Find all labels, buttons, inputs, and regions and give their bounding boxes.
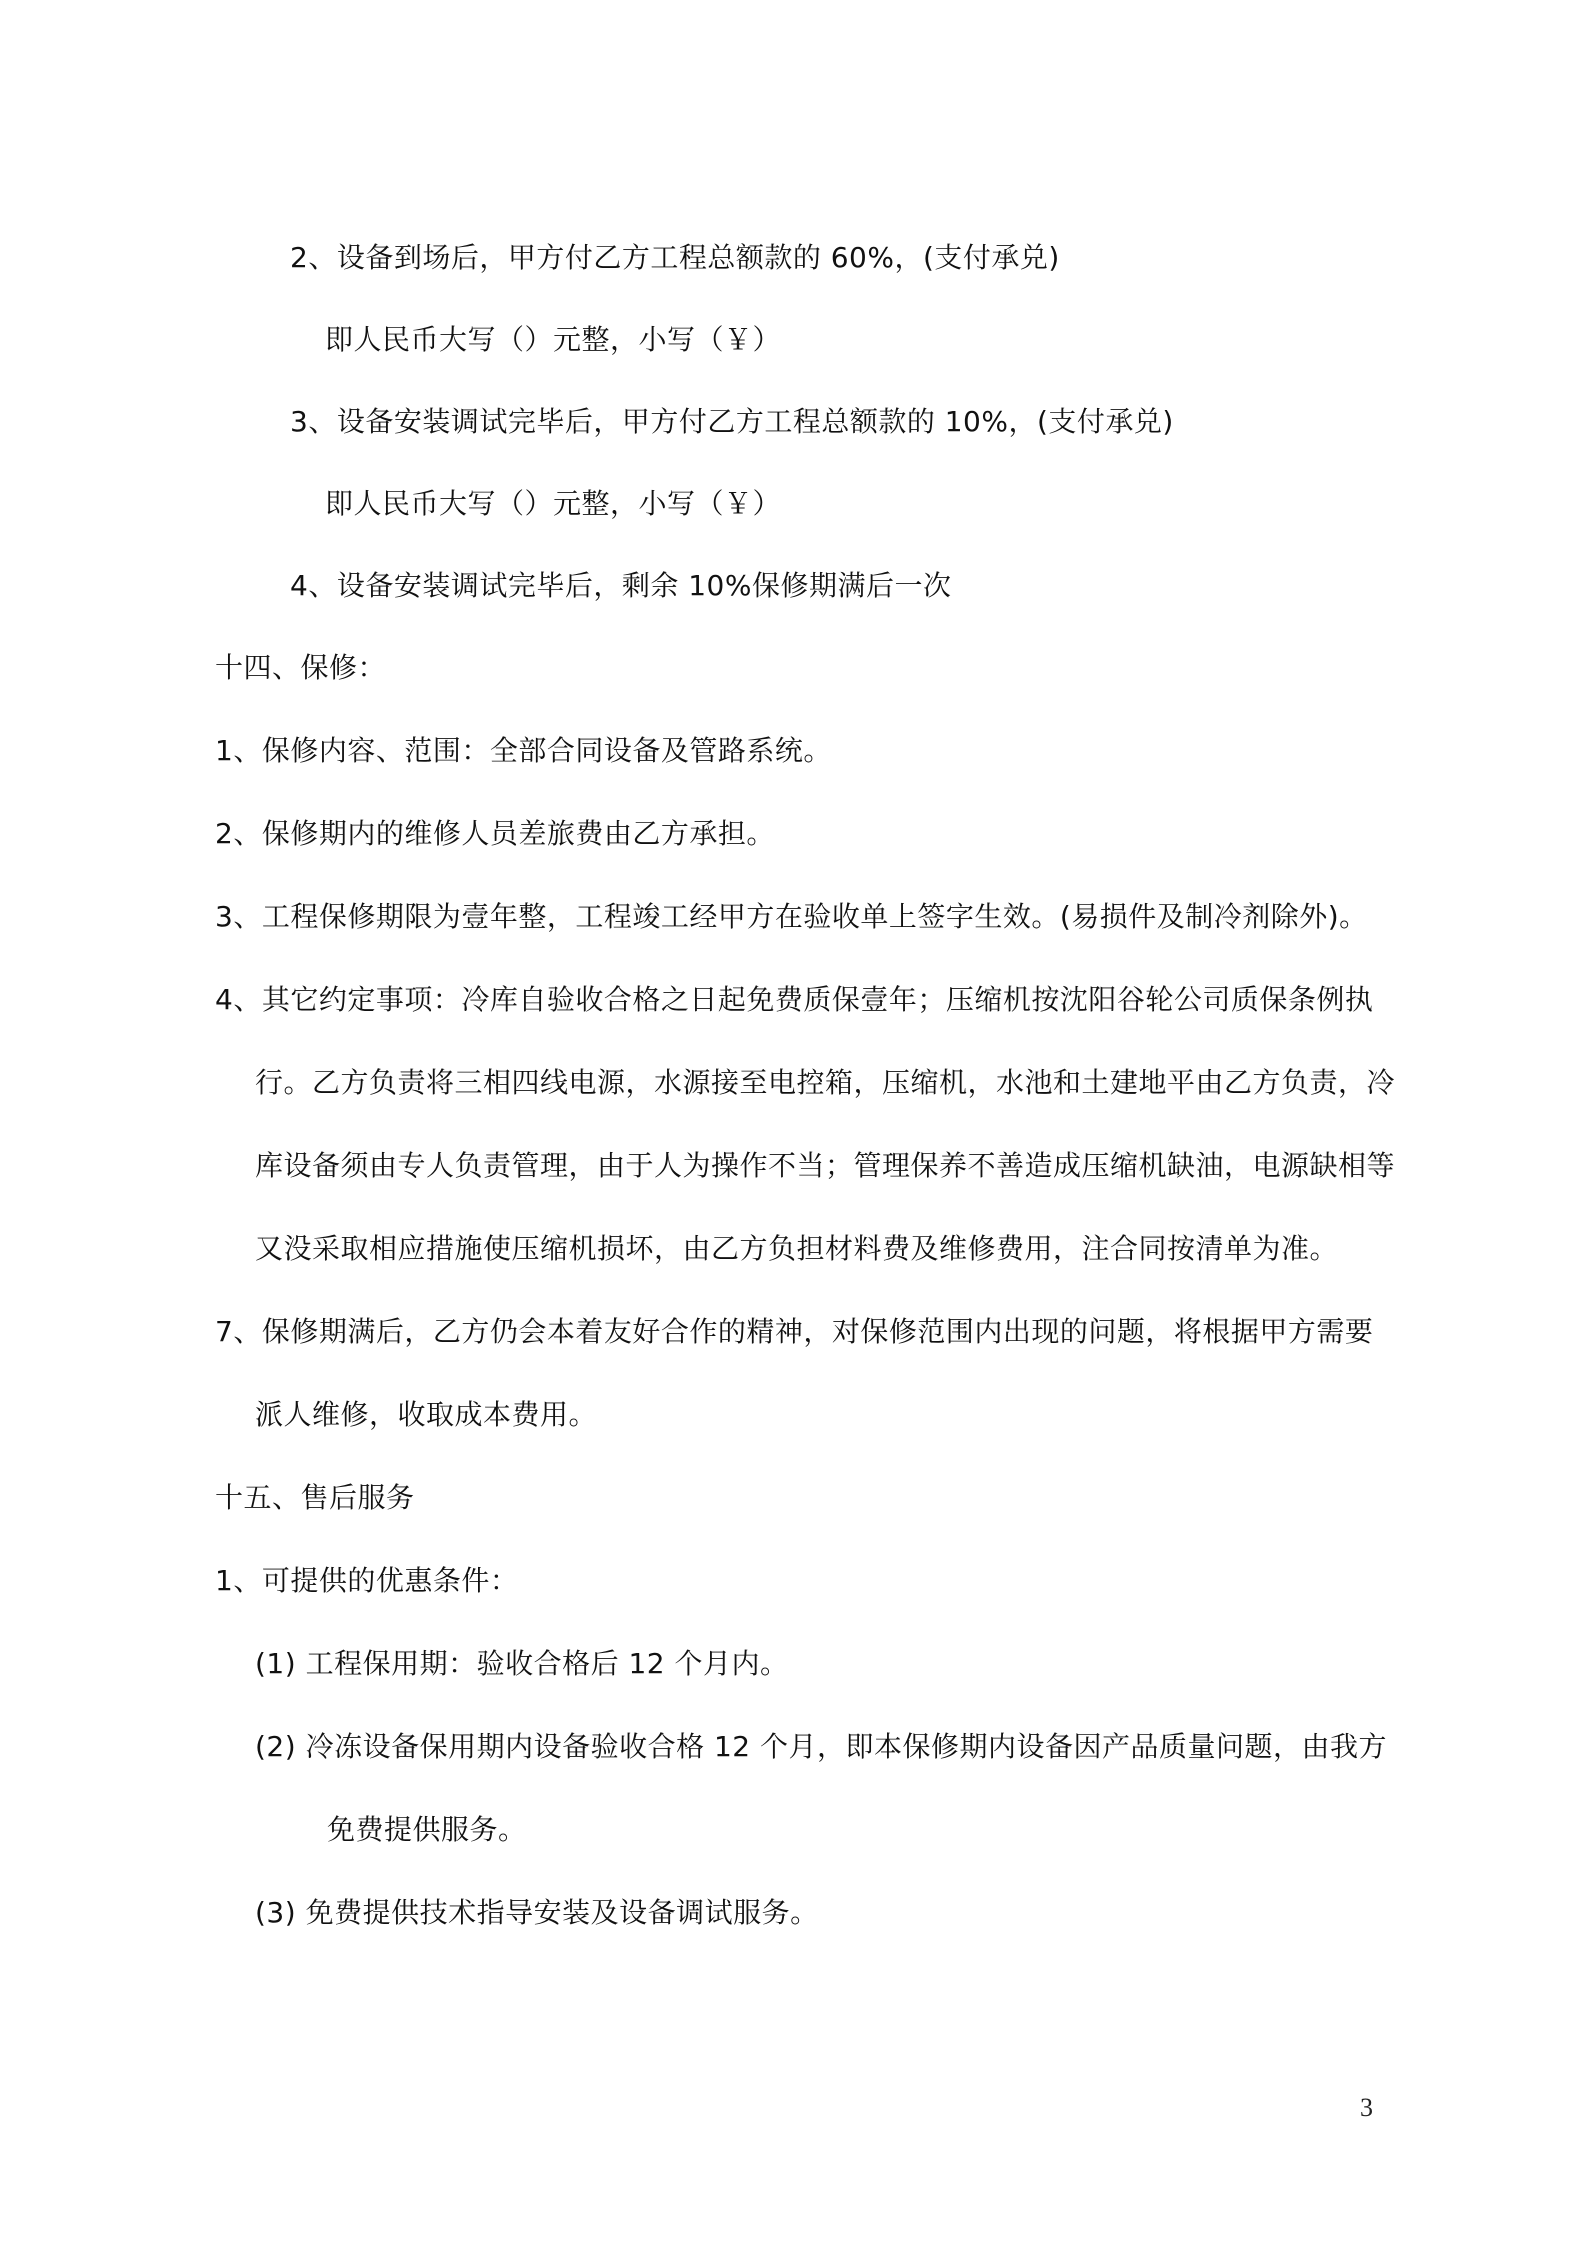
warranty-item-7: 7、保修期满后，乙方仍会本着友好合作的精神，对保修范围内出现的问题，将根据甲方需要 xyxy=(215,1315,1374,1348)
payment-item-2-amount: 即人民币大写（）元整，小写（￥） xyxy=(325,323,782,356)
payment-item-4: 4、设备安装调试完毕后，剩余 10%保修期满后一次 xyxy=(290,569,952,602)
service-sub-item-1: (1) 工程保用期：验收合格后 12 个月内。 xyxy=(255,1647,789,1680)
section-15-heading: 十五、售后服务 xyxy=(215,1481,415,1514)
payment-item-3-amount: 即人民币大写（）元整，小写（￥） xyxy=(325,487,782,520)
payment-item-3: 3、设备安装调试完毕后，甲方付乙方工程总额款的 10%，(支付承兑) xyxy=(290,405,1174,438)
service-sub-item-2: (2) 冷冻设备保用期内设备验收合格 12 个月，即本保修期内设备因产品质量问题，由我方 xyxy=(255,1730,1387,1763)
warranty-item-4: 4、其它约定事项：冷库自验收合格之日起免费质保壹年；压缩机按沈阳谷轮公司质保条例执 xyxy=(215,983,1374,1016)
section-14-heading: 十四、保修： xyxy=(215,651,387,684)
payment-item-2: 2、设备到场后，甲方付乙方工程总额款的 60%，(支付承兑) xyxy=(290,241,1060,274)
warranty-item-1: 1、保修内容、范围：全部合同设备及管路系统。 xyxy=(215,734,832,767)
warranty-item-4-cont-1: 行。乙方负责将三相四线电源，水源接至电控箱，压缩机，水池和土建地平由乙方负责，冷 xyxy=(255,1066,1396,1099)
warranty-item-3: 3、工程保修期限为壹年整，工程竣工经甲方在验收单上签字生效。(易损件及制冷剂除外)。 xyxy=(215,900,1368,933)
service-item-1: 1、可提供的优惠条件： xyxy=(215,1564,519,1597)
warranty-item-4-cont-3: 又没采取相应措施使压缩机损坏，由乙方负担材料费及维修费用，注合同按清单为准。 xyxy=(255,1232,1339,1265)
warranty-item-7-cont: 派人维修，收取成本费用。 xyxy=(255,1398,598,1431)
service-sub-item-2-cont: 免费提供服务。 xyxy=(327,1813,527,1846)
warranty-item-2: 2、保修期内的维修人员差旅费由乙方承担。 xyxy=(215,817,775,850)
page-number: 3 xyxy=(1360,2093,1373,2122)
warranty-item-4-cont-2: 库设备须由专人负责管理，由于人为操作不当；管理保养不善造成压缩机缺油，电源缺相等 xyxy=(255,1149,1396,1182)
service-sub-item-3: (3) 免费提供技术指导安装及设备调试服务。 xyxy=(255,1896,819,1929)
